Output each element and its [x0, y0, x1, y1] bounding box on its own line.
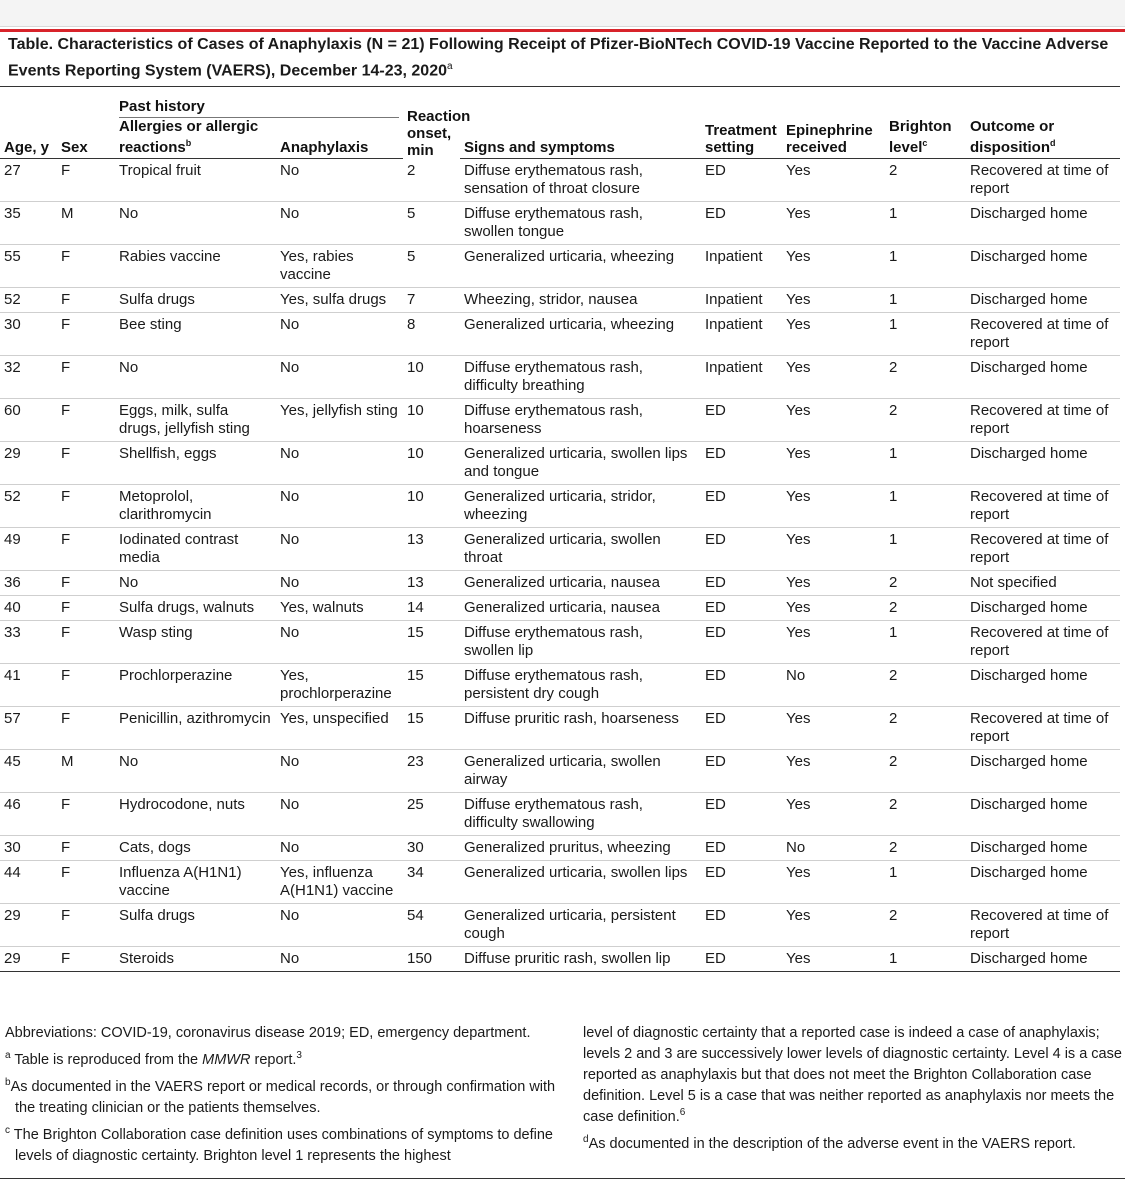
outcome-cell: Recovered at time of report — [966, 399, 1120, 442]
signs-cell: Diffuse erythematous rash, difficulty swallowing — [460, 793, 701, 836]
outcome-cell: Discharged home — [966, 861, 1120, 904]
allergies-cell: No — [115, 571, 276, 596]
age-cell: 57 — [0, 707, 57, 750]
onset-cell: 23 — [403, 750, 460, 793]
age-cell: 40 — [0, 596, 57, 621]
sex-cell: F — [57, 528, 115, 571]
epinephrine-cell: Yes — [782, 356, 885, 399]
brighton-cell: 1 — [885, 245, 966, 288]
sex-cell: F — [57, 707, 115, 750]
table-row — [0, 861, 1120, 904]
age-cell: 29 — [0, 947, 57, 972]
outcome-footnote-mark: d — [1050, 138, 1056, 148]
brighton-cell: 1 — [885, 621, 966, 664]
age-cell: 36 — [0, 571, 57, 596]
outcome-cell: Recovered at time of report — [966, 313, 1120, 356]
sex-cell: F — [57, 621, 115, 664]
signs-cell: Wheezing, stridor, nausea — [460, 288, 701, 313]
onset-cell: 25 — [403, 793, 460, 836]
epinephrine-cell: Yes — [782, 485, 885, 528]
allergies-header-text: Allergies or allergic reactions — [119, 118, 259, 156]
onset-cell: 15 — [403, 664, 460, 707]
anaphylaxis-cell: No — [276, 793, 403, 836]
allergies-cell: Hydrocodone, nuts — [115, 793, 276, 836]
treatment-cell: ED — [701, 861, 782, 904]
epinephrine-cell: Yes — [782, 202, 885, 245]
table-row — [0, 485, 1120, 528]
onset-cell: 34 — [403, 861, 460, 904]
age-cell: 30 — [0, 836, 57, 861]
allergies-cell: Iodinated contrast media — [115, 528, 276, 571]
footnote-a — [5, 1050, 565, 1071]
treatment-cell: ED — [701, 528, 782, 571]
signs-cell: Generalized urticaria, wheezing — [460, 245, 701, 288]
title-accent-rule — [0, 29, 1125, 32]
epinephrine-cell: Yes — [782, 750, 885, 793]
brighton-cell: 2 — [885, 750, 966, 793]
outcome-header-text: Outcome or disposition — [970, 118, 1055, 156]
anaphylaxis-cell: No — [276, 442, 403, 485]
allergies-cell: Prochlorperazine — [115, 664, 276, 707]
epinephrine-cell: Yes — [782, 313, 885, 356]
outcome-cell: Discharged home — [966, 245, 1120, 288]
onset-cell: 13 — [403, 528, 460, 571]
signs-cell: Generalized urticaria, swollen airway — [460, 750, 701, 793]
epinephrine-cell: Yes — [782, 947, 885, 972]
allergies-cell: Metoprolol, clarithromycin — [115, 485, 276, 528]
table-row — [0, 528, 1120, 571]
footnote-c-continued — [583, 1023, 1123, 1128]
age-cell: 46 — [0, 793, 57, 836]
epinephrine-cell: Yes — [782, 596, 885, 621]
age-cell: 45 — [0, 750, 57, 793]
signs-cell: Diffuse erythematous rash, sensation of throat closure — [460, 159, 701, 202]
table-row — [0, 750, 1120, 793]
brighton-cell: 2 — [885, 356, 966, 399]
treatment-cell: ED — [701, 750, 782, 793]
epinephrine-cell: Yes — [782, 159, 885, 202]
onset-cell: 14 — [403, 596, 460, 621]
allergies-cell: Steroids — [115, 947, 276, 972]
allergies-cell: No — [115, 202, 276, 245]
onset-cell: 150 — [403, 947, 460, 972]
anaphylaxis-cell: No — [276, 904, 403, 947]
table-row — [0, 571, 1120, 596]
age-cell: 33 — [0, 621, 57, 664]
brighton-cell: 2 — [885, 596, 966, 621]
table-row — [0, 313, 1120, 356]
sex-cell: F — [57, 313, 115, 356]
table-title-text: Table. Characteristics of Cases of Anaphylaxis (N = 21) Following Receipt of Pfizer-BioNTech COVID-19 Vaccine Reported to the Vaccine Adverse Events Reporting System (VAERS), December 14-23, 2020 — [8, 36, 1109, 80]
allergies-cell: Sulfa drugs — [115, 288, 276, 313]
table-row — [0, 793, 1120, 836]
anaphylaxis-cell: No — [276, 836, 403, 861]
brighton-cell: 2 — [885, 836, 966, 861]
allergies-cell: Sulfa drugs, walnuts — [115, 596, 276, 621]
table-row — [0, 288, 1120, 313]
epinephrine-cell: No — [782, 836, 885, 861]
treatment-cell: ED — [701, 202, 782, 245]
allergies-cell: Sulfa drugs — [115, 904, 276, 947]
treatment-cell: Inpatient — [701, 245, 782, 288]
allergies-cell: Influenza A(H1N1) vaccine — [115, 861, 276, 904]
footnote-c-continued-text: level of diagnostic certainty that a reported case is indeed a case of anaphylaxis; levels 2 and 3 are successively lower levels of diagnostic certainty. Level 4 is a case reported as anaphylaxis but that does not meet the Brighton Collaboration case definition. Level 5 is a case that was neither reported as anaphylaxis nor meets the case definition. — [583, 1025, 1122, 1125]
anaphylaxis-cell: No — [276, 947, 403, 972]
cases-table-container — [0, 86, 1125, 972]
epinephrine-cell: Yes — [782, 571, 885, 596]
treatment-cell: ED — [701, 571, 782, 596]
bottom-rule — [0, 1178, 1125, 1179]
treatment-cell: ED — [701, 664, 782, 707]
brighton-cell: 1 — [885, 313, 966, 356]
age-cell: 52 — [0, 485, 57, 528]
sex-cell: M — [57, 202, 115, 245]
epinephrine-cell: Yes — [782, 245, 885, 288]
age-cell: 27 — [0, 159, 57, 202]
brighton-cell: 2 — [885, 159, 966, 202]
age-header: Age, y — [0, 118, 57, 159]
anaphylaxis-cell: No — [276, 750, 403, 793]
anaphylaxis-cell: Yes, jellyfish sting — [276, 399, 403, 442]
anaphylaxis-cell: No — [276, 621, 403, 664]
onset-cell: 15 — [403, 621, 460, 664]
signs-cell: Generalized urticaria, persistent cough — [460, 904, 701, 947]
table-title — [8, 34, 1118, 82]
footnote-b-mark: b — [5, 1077, 11, 1089]
anaphylaxis-cell: Yes, rabies vaccine — [276, 245, 403, 288]
outcome-cell: Recovered at time of report — [966, 159, 1120, 202]
outcome-cell: Recovered at time of report — [966, 485, 1120, 528]
signs-cell: Generalized urticaria, nausea — [460, 571, 701, 596]
sex-cell: F — [57, 399, 115, 442]
onset-cell: 5 — [403, 245, 460, 288]
epinephrine-cell: Yes — [782, 621, 885, 664]
signs-cell: Diffuse erythematous rash, difficulty breathing — [460, 356, 701, 399]
onset-cell: 54 — [403, 904, 460, 947]
outcome-cell: Recovered at time of report — [966, 904, 1120, 947]
signs-cell: Diffuse pruritic rash, hoarseness — [460, 707, 701, 750]
brighton-cell: 1 — [885, 202, 966, 245]
age-cell: 41 — [0, 664, 57, 707]
outcome-header — [966, 118, 1120, 159]
sex-cell: F — [57, 904, 115, 947]
allergies-cell: Rabies vaccine — [115, 245, 276, 288]
signs-cell: Generalized urticaria, swollen lips and tongue — [460, 442, 701, 485]
brighton-cell: 1 — [885, 288, 966, 313]
age-cell: 55 — [0, 245, 57, 288]
onset-cell: 7 — [403, 288, 460, 313]
browser-top-bar — [0, 0, 1125, 27]
outcome-cell: Discharged home — [966, 793, 1120, 836]
epinephrine-cell: Yes — [782, 288, 885, 313]
treatment-cell: ED — [701, 621, 782, 664]
treatment-cell: ED — [701, 485, 782, 528]
allergies-cell: Shellfish, eggs — [115, 442, 276, 485]
treatment-cell: Inpatient — [701, 313, 782, 356]
age-cell: 60 — [0, 399, 57, 442]
anaphylaxis-cell: No — [276, 159, 403, 202]
epinephrine-header: Epinephrine received — [782, 118, 885, 159]
signs-cell: Generalized pruritus, wheezing — [460, 836, 701, 861]
age-cell: 29 — [0, 904, 57, 947]
table-row — [0, 399, 1120, 442]
table-row — [0, 596, 1120, 621]
signs-cell: Diffuse pruritic rash, swollen lip — [460, 947, 701, 972]
epinephrine-cell: Yes — [782, 442, 885, 485]
epinephrine-cell: Yes — [782, 528, 885, 571]
brighton-footnote-mark: c — [922, 138, 928, 148]
abbreviations-note: Abbreviations: COVID-19, coronavirus disease 2019; ED, emergency department. — [5, 1025, 531, 1041]
allergies-cell: Wasp sting — [115, 621, 276, 664]
treatment-cell: ED — [701, 596, 782, 621]
signs-cell: Generalized urticaria, swollen throat — [460, 528, 701, 571]
signs-cell: Diffuse erythematous rash, swollen lip — [460, 621, 701, 664]
anaphylaxis-cell: Yes, unspecified — [276, 707, 403, 750]
outcome-cell: Discharged home — [966, 664, 1120, 707]
sex-cell: F — [57, 836, 115, 861]
onset-cell: 13 — [403, 571, 460, 596]
onset-cell: 15 — [403, 707, 460, 750]
age-cell: 44 — [0, 861, 57, 904]
brighton-cell: 1 — [885, 485, 966, 528]
outcome-cell: Discharged home — [966, 947, 1120, 972]
allergies-footnote-mark: b — [185, 138, 192, 148]
age-cell: 29 — [0, 442, 57, 485]
table-row — [0, 707, 1120, 750]
age-cell: 52 — [0, 288, 57, 313]
age-cell: 32 — [0, 356, 57, 399]
allergies-cell: Eggs, milk, sulfa drugs, jellyfish sting — [115, 399, 276, 442]
footnote-c-ref: 6 — [679, 1107, 686, 1119]
footnote-a-italic: MMWR — [202, 1052, 251, 1068]
epinephrine-cell: No — [782, 664, 885, 707]
allergies-cell: Cats, dogs — [115, 836, 276, 861]
anaphylaxis-cell: Yes, prochlorperazine — [276, 664, 403, 707]
outcome-cell: Discharged home — [966, 596, 1120, 621]
footnotes-right — [583, 1023, 1123, 1161]
footnote-a-text: Table is reproduced from the — [14, 1052, 199, 1068]
allergies-cell: No — [115, 750, 276, 793]
outcome-cell: Discharged home — [966, 836, 1120, 861]
sex-cell: F — [57, 596, 115, 621]
table-row — [0, 621, 1120, 664]
onset-cell: 30 — [403, 836, 460, 861]
footnote-c-mark: c — [5, 1125, 10, 1137]
treatment-cell: ED — [701, 793, 782, 836]
anaphylaxis-cell: Yes, sulfa drugs — [276, 288, 403, 313]
outcome-cell: Discharged home — [966, 288, 1120, 313]
title-footnote-mark: a — [446, 61, 453, 72]
onset-cell: 8 — [403, 313, 460, 356]
table-row — [0, 202, 1120, 245]
sex-cell: F — [57, 664, 115, 707]
treatment-cell: ED — [701, 904, 782, 947]
signs-cell: Diffuse erythematous rash, hoarseness — [460, 399, 701, 442]
onset-header: Reaction onset, min — [403, 87, 460, 159]
table-row — [0, 245, 1120, 288]
epinephrine-cell: Yes — [782, 793, 885, 836]
footnote-b — [5, 1077, 565, 1119]
footnote-a-text2: report. — [254, 1052, 297, 1068]
outcome-cell: Discharged home — [966, 442, 1120, 485]
treatment-cell: ED — [701, 947, 782, 972]
footnote-d-mark: d — [583, 1134, 589, 1146]
brighton-cell: 2 — [885, 571, 966, 596]
brighton-cell: 2 — [885, 664, 966, 707]
footnote-c-text: The Brighton Collaboration case definition uses combinations of symptoms to define levels of diagnostic certainty. Brighton level 1 represents the highest — [13, 1127, 553, 1164]
brighton-cell: 1 — [885, 861, 966, 904]
allergies-cell: Tropical fruit — [115, 159, 276, 202]
treatment-cell: Inpatient — [701, 356, 782, 399]
signs-cell: Diffuse erythematous rash, persistent dry cough — [460, 664, 701, 707]
past-history-header — [115, 87, 403, 119]
treatment-cell: ED — [701, 399, 782, 442]
anaphylaxis-cell: No — [276, 313, 403, 356]
signs-cell: Diffuse erythematous rash, swollen tongue — [460, 202, 701, 245]
onset-cell: 10 — [403, 399, 460, 442]
brighton-header-text: Brighton level — [889, 118, 952, 156]
treatment-cell: Inpatient — [701, 288, 782, 313]
brighton-header — [885, 118, 966, 159]
anaphylaxis-cell: No — [276, 571, 403, 596]
sex-cell: F — [57, 159, 115, 202]
outcome-cell: Recovered at time of report — [966, 707, 1120, 750]
treatment-cell: ED — [701, 442, 782, 485]
epinephrine-cell: Yes — [782, 904, 885, 947]
sex-cell: F — [57, 861, 115, 904]
sex-cell: F — [57, 288, 115, 313]
signs-cell: Generalized urticaria, wheezing — [460, 313, 701, 356]
signs-cell: Generalized urticaria, stridor, wheezing — [460, 485, 701, 528]
footnote-c — [5, 1125, 565, 1167]
anaphylaxis-cell: Yes, walnuts — [276, 596, 403, 621]
table-row — [0, 159, 1120, 202]
anaphylaxis-cell: No — [276, 485, 403, 528]
anaphylaxis-cell: No — [276, 356, 403, 399]
footnote-a-mark: a — [5, 1050, 11, 1062]
footnote-d — [583, 1134, 1123, 1155]
signs-header: Signs and symptoms — [460, 118, 701, 159]
past-history-label: Past history — [119, 98, 399, 118]
table-row — [0, 836, 1120, 861]
treatment-cell: ED — [701, 159, 782, 202]
outcome-cell: Discharged home — [966, 750, 1120, 793]
age-cell: 49 — [0, 528, 57, 571]
onset-cell: 10 — [403, 485, 460, 528]
sex-cell: M — [57, 750, 115, 793]
brighton-cell: 2 — [885, 793, 966, 836]
onset-cell: 10 — [403, 356, 460, 399]
sex-header: Sex — [57, 118, 115, 159]
treatment-cell: ED — [701, 707, 782, 750]
brighton-cell: 2 — [885, 399, 966, 442]
outcome-cell: Recovered at time of report — [966, 528, 1120, 571]
outcome-cell: Not specified — [966, 571, 1120, 596]
footnotes-left — [5, 1023, 565, 1173]
sex-cell: F — [57, 485, 115, 528]
table-row — [0, 442, 1120, 485]
sex-cell: F — [57, 442, 115, 485]
table-body — [0, 159, 1120, 972]
anaphylaxis-cell: No — [276, 202, 403, 245]
allergies-cell: Penicillin, azithromycin — [115, 707, 276, 750]
treatment-header: Treatment setting — [701, 118, 782, 159]
onset-cell: 5 — [403, 202, 460, 245]
sex-cell: F — [57, 793, 115, 836]
signs-cell: Generalized urticaria, nausea — [460, 596, 701, 621]
sex-cell: F — [57, 245, 115, 288]
footnote-a-ref: 3 — [296, 1050, 302, 1062]
onset-cell: 10 — [403, 442, 460, 485]
brighton-cell: 2 — [885, 904, 966, 947]
anaphylaxis-cell: Yes, influenza A(H1N1) vaccine — [276, 861, 403, 904]
age-cell: 35 — [0, 202, 57, 245]
allergies-cell: Bee sting — [115, 313, 276, 356]
allergies-header — [115, 118, 276, 159]
brighton-cell: 1 — [885, 442, 966, 485]
anaphylaxis-cell: No — [276, 528, 403, 571]
epinephrine-cell: Yes — [782, 707, 885, 750]
anaphylaxis-cases-table — [0, 86, 1120, 972]
anaphylaxis-header: Anaphylaxis — [276, 118, 403, 159]
brighton-cell: 1 — [885, 947, 966, 972]
epinephrine-cell: Yes — [782, 861, 885, 904]
table-row — [0, 664, 1120, 707]
epinephrine-cell: Yes — [782, 399, 885, 442]
allergies-cell: No — [115, 356, 276, 399]
outcome-cell: Discharged home — [966, 202, 1120, 245]
sex-cell: F — [57, 571, 115, 596]
treatment-cell: ED — [701, 836, 782, 861]
footnote-b-text: As documented in the VAERS report or medical records, or through confirmation with the treating clinician or the patients themselves. — [10, 1079, 556, 1116]
table-row — [0, 356, 1120, 399]
outcome-cell: Recovered at time of report — [966, 621, 1120, 664]
brighton-cell: 2 — [885, 707, 966, 750]
sex-cell: F — [57, 356, 115, 399]
brighton-cell: 1 — [885, 528, 966, 571]
signs-cell: Generalized urticaria, swollen lips — [460, 861, 701, 904]
footnote-d-text: As documented in the description of the adverse event in the VAERS report. — [588, 1136, 1076, 1152]
table-row — [0, 904, 1120, 947]
age-cell: 30 — [0, 313, 57, 356]
outcome-cell: Discharged home — [966, 356, 1120, 399]
onset-cell: 2 — [403, 159, 460, 202]
sex-cell: F — [57, 947, 115, 972]
table-row — [0, 947, 1120, 972]
